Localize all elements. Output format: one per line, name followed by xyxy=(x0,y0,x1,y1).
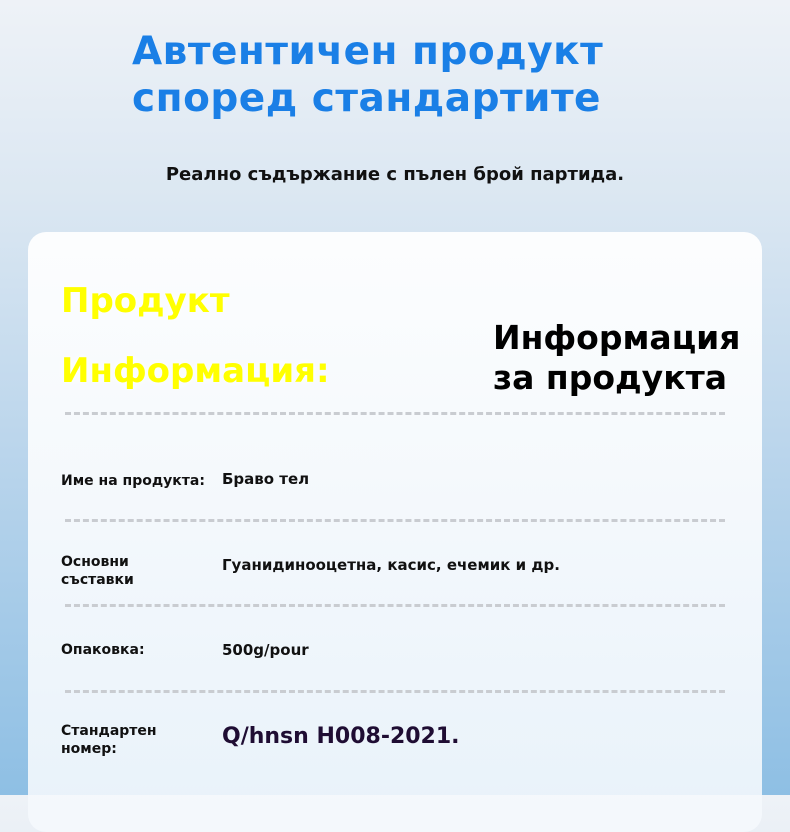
packaging-value: 500g/pour xyxy=(222,641,309,659)
standard-number-value: Q/hnsn H008-2021. xyxy=(222,724,460,749)
headline-line-1: Автентичен продукт xyxy=(132,29,604,74)
ingredients-label: Основни съставки xyxy=(61,554,134,588)
card-title-line-2: Информация: xyxy=(61,351,330,391)
card-heading xyxy=(493,318,740,398)
headline xyxy=(132,28,603,122)
card-title-line-1: Продукт xyxy=(61,281,230,321)
card-title xyxy=(61,266,330,406)
divider xyxy=(65,519,725,522)
headline-line-2: според стандартите xyxy=(132,76,602,121)
card-heading-line-2: за продукта xyxy=(493,358,727,397)
product-name-label: Име на продукта: xyxy=(61,473,205,489)
card-heading-line-1: Информация xyxy=(493,318,741,357)
subtitle: Реално съдържание с пълен брой партида. xyxy=(165,164,625,185)
product-name-value: Браво тел xyxy=(222,470,310,488)
divider xyxy=(65,604,725,607)
standard-number-label: Стандартен номер: xyxy=(61,723,157,757)
divider xyxy=(65,690,725,693)
product-info-card xyxy=(28,232,762,832)
packaging-label: Опаковка: xyxy=(61,642,145,658)
divider xyxy=(65,412,725,415)
ingredients-value: Гуанидинооцетна, касис, ечемик и др. xyxy=(222,556,560,574)
